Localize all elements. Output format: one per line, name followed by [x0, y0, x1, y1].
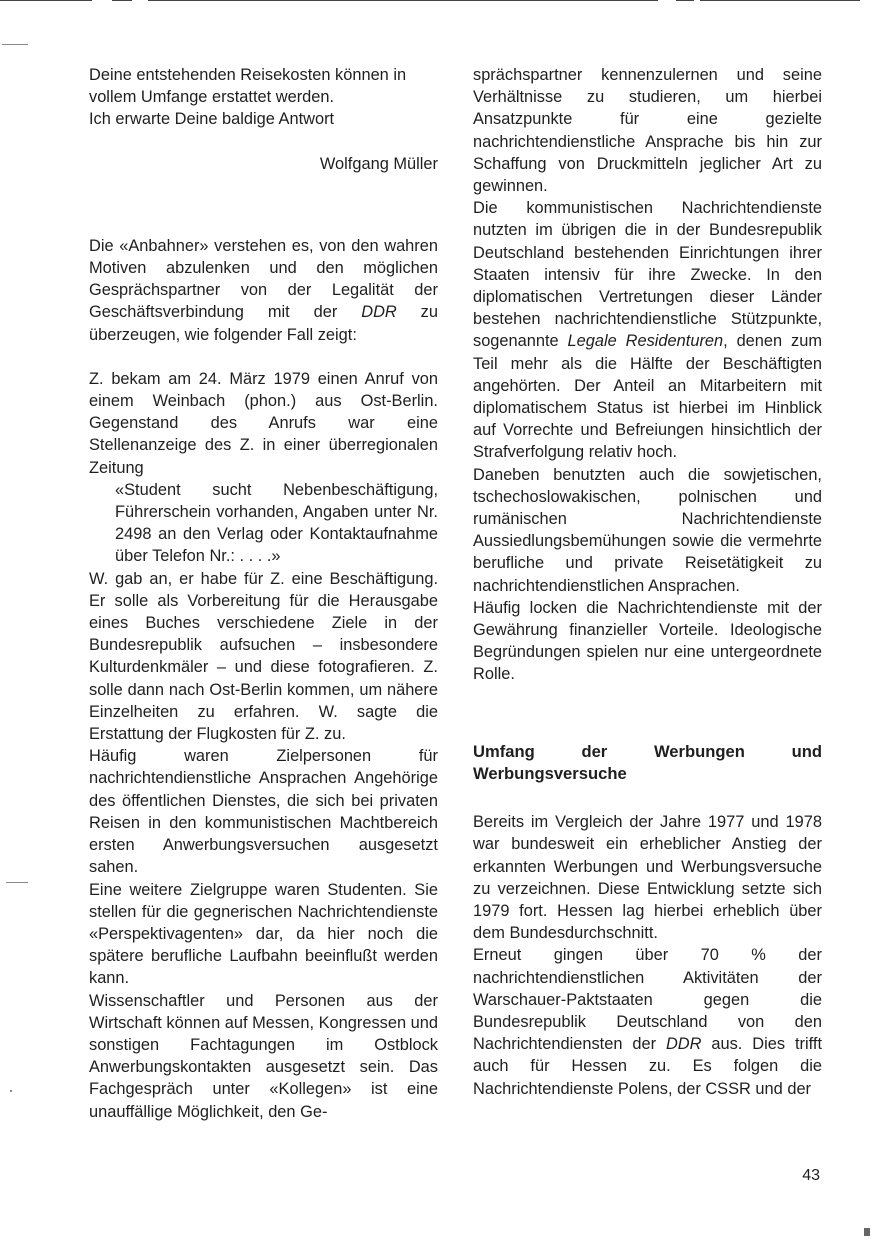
- body-paragraph: Wissenschaftler und Personen aus der Wirtschaft können auf Messen, Kongressen und sonstigen Fachtagungen im Ostblock Anwerbungskontakten ausgesetzt sein. Das Fachgespräch unter «Kollegen» ist eine unauffällige Möglichkeit, den Ge-: [89, 991, 438, 1121]
- case-paragraph: Z. bekam am 24. März 1979 einen Anruf von einem Weinbach (phon.) aus Ost-Berlin. Gegenstand des Anrufs war eine Stellenanzeige des Z. in einer überregionalen Zeitung: [89, 369, 438, 477]
- page-number: 43: [802, 1167, 820, 1184]
- residenturen-paragraph: Die kommunistischen Nachrichtendienste nutzten im übrigen die in der Bundesrepublik Deutschland bestehenden Einrichtungen ihrer Staaten intensiv für ihre Zwecke. In den diplomatischen Vertretungen dieser Länder bestehen nachrichtendienstliche Stützpunkte, sogenannte Legale Residenturen, denen zum Teil mehr als die Hälfte der Beschäftigten angehörten. Der Anteil an Mitarbeitern mit diplomatischem Status ist hierbei im Hinblick auf Vorrechte und Befreiungen hinsichtlich der Strafverfolgung relativ hoch.: [473, 199, 822, 462]
- intro-paragraph: Die «Anbahner» verstehen es, von den wahren Motiven abzulenken und den möglichen Gesprächspartner von der Legalität der Geschäftsverbindung mit der DDR zu überzeugen, wie folgender Fall zeigt:: [89, 236, 438, 344]
- ad-quote: «Student sucht Nebenbeschäftigung, Führerschein vorhanden, Angaben unter Nr. 2498 an den Verlag oder Kontaktaufnahme über Telefon Nr.: . . . .»: [115, 480, 438, 566]
- body-paragraph: W. gab an, er habe für Z. eine Beschäftigung. Er solle als Vorbereitung für die Herausgabe eines Buches verschiedene Ziele in der Bundesrepublik aufsuchen – insbesondere Kulturdenkmäler – und diese fotografieren. Z. solle dann nach Ost-Berlin kommen, um nähere Einzelheiten zu erfahren. W. sagte die Erstattung der Flugkosten für Z. zu.: [89, 569, 438, 744]
- continuation-paragraph: sprächspartner kennenzulernen und seine Verhältnisse zu studieren, um hierbei Ansatzpunkte für eine gezielte nachrichtendienstliche Ansprache bis hin zur Schaffung von Druckmitteln jeglicher Art zu gewinnen.: [473, 66, 822, 196]
- letter-closing-line: Deine entstehenden Reisekosten können in vollem Umfange erstattet werden.: [89, 66, 407, 107]
- body-paragraph: Häufig locken die Nachrichtendienste mit der Gewährung finanzieller Vorteile. Ideologische Begründungen spielen nur eine untergeordnete Rolle.: [473, 598, 822, 684]
- legale-residenturen-emphasis: Legale Residenturen: [567, 332, 724, 351]
- body-paragraph: Häufig waren Zielpersonen für nachrichtendienstliche Ansprachen Angehörige des öffentlichen Dienstes, die sich bei privaten Reisen in den kommunistischen Machtbereich ersten Anwerbungsversuchen ausgesetzt sahen.: [89, 747, 438, 877]
- body-paragraph: Daneben benutzten auch die sowjetischen, tschechoslowakischen, polnischen und rumänischen Nachrichtendienste Aussiedlungsbemühungen sowie die vermehrte berufliche und private Reisetätigkeit zu nachrichtendienstlichen Ansprachen.: [473, 465, 822, 595]
- ddr-emphasis: DDR: [665, 1035, 702, 1054]
- final-paragraph: Erneut gingen über 70 % der nachrichtendienstlichen Aktivitäten der Warschauer-Paktstaaten gegen die Bundesrepublik Deutschland von den Nachrichtendiensten der DDR aus. Dies trifft auch für Hessen zu. Es folgen die Nachrichtendienste Polens, der CSSR und der: [473, 946, 822, 1098]
- body-paragraph: Eine weitere Zielgruppe waren Studenten. Sie stellen für die gegnerischen Nachrichtendienste «Perspektivagenten» dar, da hier noch die spätere berufliche Laufbahn beeinflußt werden kann.: [89, 880, 438, 988]
- section-paragraph: Bereits im Vergleich der Jahre 1977 und 1978 war bundesweit ein erheblicher Anstieg der erkannten Werbungen und Werbungsversuche zu verzeichnen. Diese Entwicklung setzte sich 1979 fort. Hessen lag hierbei erheblich über dem Bundesdurchschnitt.: [473, 813, 822, 943]
- left-column: [89, 64, 438, 1123]
- scan-edge-line: [0, 0, 874, 2]
- letter-signature: Wolfgang Müller: [319, 154, 438, 173]
- right-column: [473, 64, 822, 1100]
- ddr-emphasis: DDR: [361, 303, 397, 322]
- section-heading: Umfang der Werbungen und Werbungsversuche: [473, 741, 822, 783]
- letter-closing-line: Ich erwarte Deine baldige Antwort: [89, 110, 335, 129]
